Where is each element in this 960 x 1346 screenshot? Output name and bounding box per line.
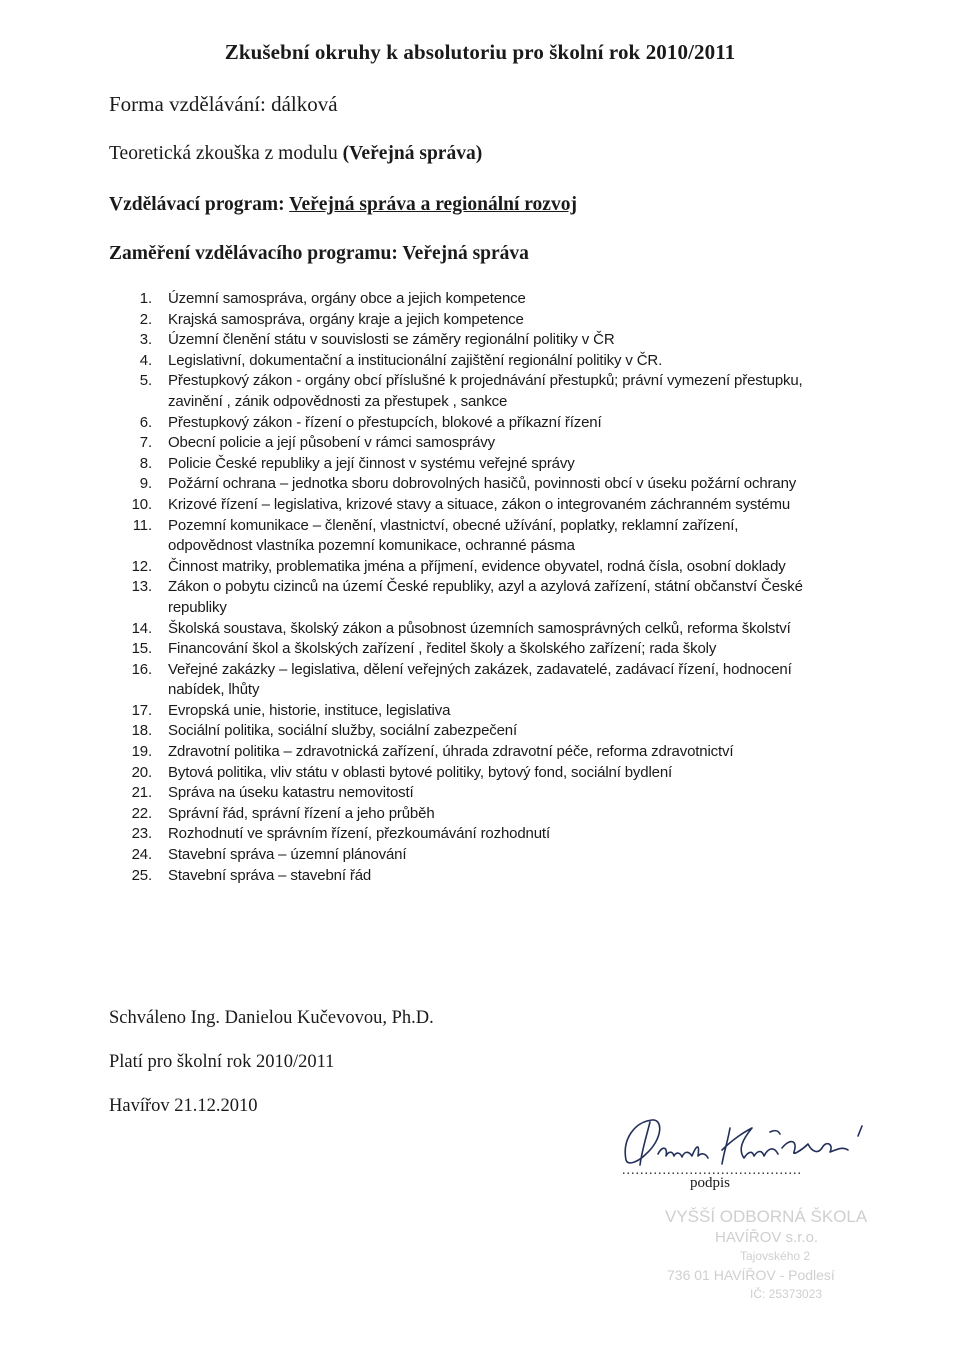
topic-text: Přestupkový zákon - orgány obcí příslušné k projednávání přestupků; právní vymezení přestupku, zavinění , zánik odpovědnosti za přestupek , sankce: [168, 372, 803, 410]
topic-text: Správní řád, správní řízení a jeho průběh: [168, 804, 435, 822]
topic-item: [125, 454, 825, 475]
topic-text: Stavební správa – územní plánování: [168, 846, 407, 864]
topic-item: [125, 763, 825, 784]
valid-for-year: Platí pro školní rok 2010/2011: [109, 1052, 335, 1072]
topic-number: 12.: [131, 557, 152, 575]
topic-number: 19.: [131, 743, 152, 761]
program-focus: Zaměření vzdělávacího programu: Veřejná správa: [109, 243, 529, 264]
topic-number: 6.: [139, 413, 152, 431]
topic-number: 15.: [131, 640, 152, 658]
topic-item: [125, 310, 825, 331]
topic-text: Krajská samospráva, orgány kraje a jejich kompetence: [168, 310, 524, 328]
exam-module: [109, 143, 482, 165]
topic-item: [125, 433, 825, 454]
topic-item: [125, 866, 825, 887]
topic-text: Financování škol a školských zařízení , ředitel školy a školského zařízení; rada školy: [168, 640, 717, 658]
topic-item: [125, 701, 825, 722]
study-program: [109, 194, 577, 216]
topic-number: 25.: [131, 866, 152, 884]
topic-text: Správa na úseku katastru nemovitostí: [168, 784, 414, 802]
topic-number: 4.: [139, 351, 152, 369]
topic-text: Pozemní komunikace – členění, vlastnictví, obecné užívání, poplatky, reklamní zařízení, odpovědnost vlastníka pozemní komunikace, ochranné pásma: [168, 516, 739, 555]
topic-number: 20.: [131, 763, 152, 781]
topic-text: Požární ochrana – jednotka sboru dobrovolných hasičů, povinnosti obcí v úseku požární ochrany: [168, 475, 797, 493]
topic-item: [125, 619, 825, 640]
topic-text: Sociální politika, sociální služby, sociální zabezpečení: [168, 722, 518, 740]
topic-number: 11.: [132, 516, 152, 534]
topic-item: [125, 824, 825, 845]
topic-number: 3.: [139, 331, 152, 349]
study-program-value: Veřejná správa a regionální rozvoj: [289, 194, 577, 215]
topic-number: 21.: [131, 784, 152, 802]
signature-label: podpis: [690, 1175, 731, 1191]
topic-item: [125, 804, 825, 825]
topic-text: Územní samospráva, orgány obce a jejich kompetence: [168, 290, 526, 307]
topic-item: [125, 721, 825, 742]
topic-text: Krizové řízení – legislativa, krizové stavy a situace, zákon o integrovaném záchranném systému: [168, 495, 791, 513]
topic-item: [125, 783, 825, 804]
topic-number: 14.: [131, 619, 152, 637]
stamp-line-1: VYŠŠÍ ODBORNÁ ŠKOLA: [665, 1207, 868, 1226]
topic-number: 7.: [139, 434, 152, 452]
topic-item: [125, 413, 825, 434]
topic-text: Policie České republiky a její činnost v systému veřejné správy: [168, 454, 575, 472]
topic-text: Obecní policie a její působení v rámci samosprávy: [168, 434, 495, 452]
stamp-line-5: IČ: 25373023: [750, 1287, 823, 1301]
topic-item: [125, 742, 825, 763]
exam-module-prefix: Teoretická zkouška z modulu: [109, 143, 343, 164]
topic-number: 16.: [131, 660, 152, 678]
topic-number: 24.: [131, 846, 152, 864]
place-and-date: Havířov 21.12.2010: [109, 1096, 258, 1116]
topic-text: Stavební správa – stavební řád: [168, 866, 372, 884]
topic-item: [125, 371, 825, 412]
topic-text: Územní členění státu v souvislosti se záměry regionální politiky v ČR: [168, 331, 615, 349]
topic-text: Legislativní, dokumentační a institucionální zajištění regionální politiky v ČR.: [168, 351, 663, 369]
topic-list: [125, 289, 825, 886]
topic-text: Školská soustava, školský zákon a působnost územních samosprávných celků, reforma školství: [168, 619, 791, 637]
topic-item: [125, 577, 825, 618]
topic-text: Zdravotní politika – zdravotnická zařízení, úhrada zdravotní péče, reforma zdravotnictví: [168, 743, 734, 761]
topic-item: [125, 660, 825, 701]
topic-number: 8.: [139, 454, 152, 472]
approved-by: Schváleno Ing. Danielou Kučevovou, Ph.D.: [109, 1008, 434, 1028]
topic-item: [125, 495, 825, 516]
topic-number: 17.: [131, 701, 152, 719]
study-program-label: Vzdělávací program:: [109, 194, 290, 215]
topic-number: 9.: [139, 475, 152, 493]
topic-number: 23.: [131, 825, 152, 843]
topic-number: 5.: [139, 372, 152, 390]
topic-item: [125, 845, 825, 866]
stamp-line-3: Tajovského 2: [740, 1249, 811, 1263]
topic-number: 13.: [131, 578, 152, 596]
topic-number: 1.: [139, 290, 152, 307]
stamp-line-4: 736 01 HAVÍŘOV - Podlesí: [667, 1267, 835, 1283]
topic-text: Činnost matriky, problematika jména a příjmení, evidence obyvatel, rodná čísla, osobní doklady: [168, 557, 786, 575]
topic-number: 18.: [131, 722, 152, 740]
topic-text: Bytová politika, vliv státu v oblasti bytové politiky, bytový fond, sociální bydlení: [168, 763, 673, 781]
school-stamp: [655, 1200, 910, 1310]
topic-item: [125, 639, 825, 660]
topic-number: 22.: [131, 804, 152, 822]
topic-text: Veřejné zakázky – legislativa, dělení veřejných zakázek, zadavatelé, zadávací řízení, hodnocení nabídek, lhůty: [168, 660, 792, 699]
study-form: Forma vzdělávání: dálková: [109, 92, 338, 116]
topic-number: 10.: [131, 495, 152, 513]
topic-item: [125, 289, 825, 310]
exam-module-name: (Veřejná správa): [342, 143, 483, 164]
topic-text: Evropská unie, historie, instituce, legislativa: [168, 701, 451, 719]
topic-item: [125, 351, 825, 372]
topic-item: [125, 516, 825, 557]
topic-item: [125, 474, 825, 495]
topic-item: [125, 557, 825, 578]
signature-line: ........................................: [622, 1163, 802, 1178]
topic-text: Rozhodnutí ve správním řízení, přezkoumávání rozhodnutí: [168, 825, 550, 843]
document-title: Zkušební okruhy k absolutoriu pro školní rok 2010/2011: [224, 40, 736, 64]
topic-number: 2.: [139, 310, 152, 328]
stamp-line-2: HAVÍŘOV s.r.o.: [715, 1229, 819, 1246]
topic-item: [125, 330, 825, 351]
topic-text: Zákon o pobytu cizinců na území České republiky, azyl a azylová zařízení, státní občanství České republiky: [168, 578, 803, 616]
topic-text: Přestupkový zákon - řízení o přestupcích, blokové a příkazní řízení: [168, 413, 602, 431]
